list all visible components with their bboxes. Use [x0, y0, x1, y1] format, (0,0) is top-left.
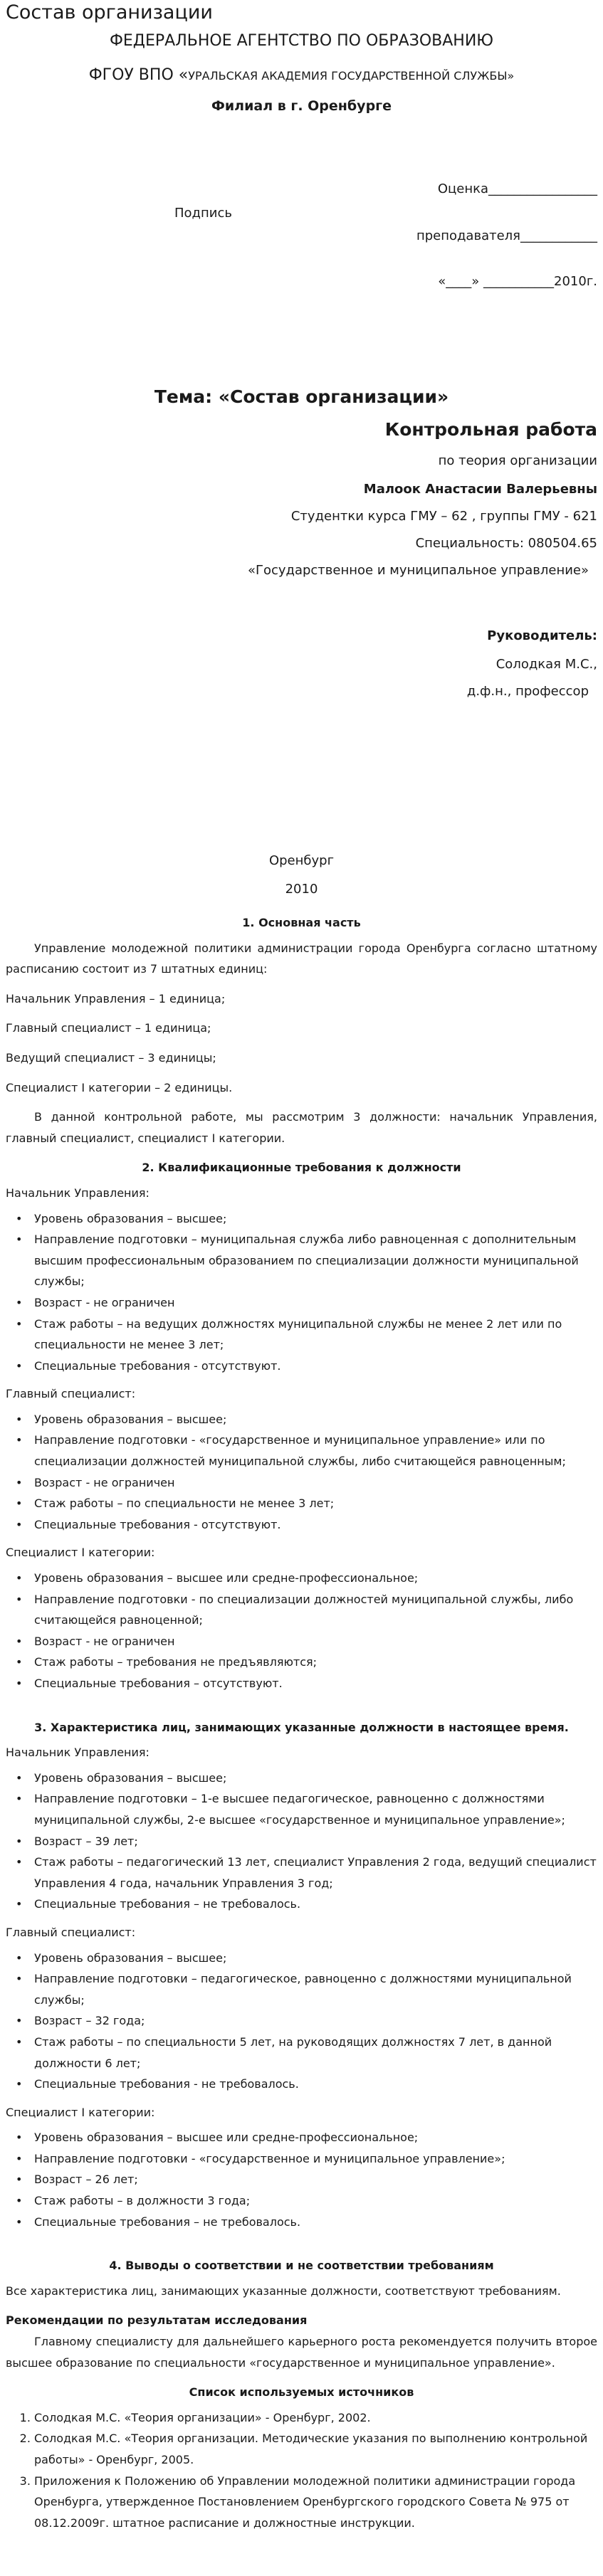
list-item-text: Направление подготовки - «государственное и муниципальное управление» или по специализации должностей муниципальной службы, либо считающейся равноценным; [34, 1433, 566, 1469]
list-item [16, 1229, 597, 1292]
list-item [16, 2032, 597, 2074]
list-item [16, 1568, 597, 1589]
list-item-text: Возраст - не ограничен [34, 1475, 175, 1489]
document-body [6, 908, 597, 2533]
references-heading: Список используемых источников [189, 2385, 414, 2400]
reference-item: 2. Солодкая М.С. «Теория организации. Методические указания по выполнению контрольной работы» - Оренбург, 2005. [34, 2428, 597, 2470]
bullet-icon: • [16, 1316, 23, 1331]
bullet-icon: • [16, 1655, 23, 1669]
bullet-list [6, 1568, 597, 1694]
list-item [16, 2074, 597, 2095]
bullet-icon: • [16, 1295, 23, 1309]
bullet-icon: • [16, 2034, 23, 2049]
list-item-text: Направление подготовки – муниципальная служба либо равноценная с дополнительным высшим профессиональным образованием по специализации должности муниципальной службы; [34, 1232, 579, 1289]
list-item-text: Направление подготовки – 1-е высшее педагогическое, равноценно с должностями муниципальной службы, 2-е высшее «государственное и муниципальное управление»; [34, 1792, 565, 1827]
group-title: Главный специалист: [6, 1925, 136, 1939]
agency-name: ФЕДЕРАЛЬНОЕ АГЕНТСТВО ПО ОБРАЗОВАНИЮ [109, 32, 494, 50]
recommendations-heading: Рекомендации по результатам исследования [6, 2313, 308, 2328]
bullet-icon: • [16, 1496, 23, 1511]
list-item [16, 2127, 597, 2148]
bullet-icon: • [16, 1517, 23, 1531]
list-item [16, 1430, 597, 1472]
grade-field: Оценка_________________ [437, 181, 597, 196]
signature-label: Подпись [174, 206, 232, 221]
bullet-icon: • [16, 1211, 23, 1225]
list-item-text: Возраст – 39 лет; [34, 1834, 138, 1848]
reference-item: 1. Солодкая М.С. «Теория организации» - Оренбург, 2002. [34, 2407, 597, 2429]
bullet-icon: • [16, 1972, 23, 1986]
list-item [16, 1788, 597, 1830]
list-item [16, 2212, 597, 2233]
topic-title: Тема: «Состав организации» [154, 386, 449, 407]
list-item-text: Специальные требования - отсутствуют. [34, 1358, 281, 1373]
list-item [16, 1208, 597, 1230]
section-heading: 4. Выводы о соответствии и не соответствии требованиям [109, 2259, 494, 2273]
list-item [16, 2190, 597, 2212]
list-item [16, 1673, 597, 1694]
list-item-text: Возраст - не ограничен [34, 1295, 175, 1309]
list-item [16, 1894, 597, 1915]
list-item [16, 1514, 597, 1536]
bullet-icon: • [16, 1855, 23, 1869]
bullet-icon: • [16, 2014, 23, 2028]
bullet-list [6, 1948, 597, 2095]
list-item-text: Уровень образования – высшее или средне-профессиональное; [34, 1571, 419, 1585]
year: 2010 [285, 882, 318, 897]
list-item [16, 1356, 597, 1377]
bullet-icon: • [16, 1834, 23, 1848]
bullet-icon: • [16, 2173, 23, 2187]
supervisor-label: Руководитель: [487, 628, 597, 643]
bullet-icon: • [16, 1897, 23, 1911]
bullet-icon: • [16, 1475, 23, 1489]
bullet-icon: • [16, 1571, 23, 1585]
bullet-icon: • [16, 2194, 23, 2208]
group-title: Специалист I категории: [6, 1546, 155, 1560]
bullet-icon: • [16, 1951, 23, 1965]
list-item-text: Уровень образования – высшее или средне-профессиональное; [34, 2131, 419, 2145]
list-item-text: Уровень образования – высшее; [34, 1412, 227, 1426]
list-item-text: Уровень образования – высшее; [34, 1211, 227, 1225]
bullet-list [6, 1768, 597, 1915]
list-item [16, 2169, 597, 2190]
bullet-icon: • [16, 1358, 23, 1373]
bullet-list [6, 1208, 597, 1377]
intro-paragraph: Управление молодежной политики администрации города Оренбурга согласно штатному расписанию состоит из 7 штатных единиц: [6, 941, 597, 976]
list-item-text: Стаж работы – педагогический 13 лет, специалист Управления 2 года, ведущий специалист Управления 4 года, начальник Управления 3 год; [34, 1855, 597, 1890]
city: Оренбург [268, 853, 335, 868]
teacher-field: преподавателя____________ [416, 228, 597, 243]
supervisor-degree: д.ф.н., профессор [466, 684, 589, 699]
list-item-text: Возраст – 32 года; [34, 2014, 145, 2028]
bullet-icon: • [16, 1433, 23, 1447]
staff-line: Специалист I категории – 2 единицы. [6, 1080, 233, 1094]
institution-title: УРАЛЬСКАЯ АКАДЕМИЯ ГОСУДАРСТВЕННОЙ СЛУЖБЫ» [188, 69, 515, 83]
bullet-icon: • [16, 2215, 23, 2229]
bullet-icon: • [16, 1634, 23, 1648]
section-heading: 1. Основная часть [242, 916, 361, 929]
bullet-icon: • [16, 2151, 23, 2165]
list-item-text: Специальные требования - отсутствуют. [34, 1517, 281, 1531]
specialty-name: «Государственное и муниципальное управление» [247, 563, 589, 578]
recommendations-text: Главному специалисту для дальнейшего карьерного роста рекомендуется получить второе высшее образование по специальности «государственное и муниципальное управление». [6, 2335, 597, 2370]
group-title: Главный специалист: [6, 1387, 136, 1401]
specialty-code: Специальность: 080504.65 [415, 536, 597, 551]
bullet-icon: • [16, 1792, 23, 1806]
author-name: Малоок Анастасии Валерьевны [363, 482, 597, 497]
list-item-text: Возраст – 26 лет; [34, 2173, 138, 2187]
list-item-text: Стаж работы – в должности 3 года; [34, 2194, 251, 2208]
page-title: Состав организации [6, 1, 213, 23]
staff-line: Ведущий специалист – 3 единицы; [6, 1050, 216, 1065]
list-item-text: Специальные требования - не требовалось. [34, 2077, 299, 2091]
list-item-text: Стаж работы – по специальности не менее 3 лет; [34, 1496, 335, 1511]
list-item [16, 1768, 597, 1789]
list-item-text: Уровень образования – высшее; [34, 1951, 227, 1965]
list-item-text: Специальные требования – не требовалось. [34, 2215, 301, 2229]
list-item-text: Стаж работы – на ведущих должностях муниципальной службы не менее 2 лет или по специальности не менее 3 лет; [34, 1316, 562, 1352]
staff-line: Главный специалист – 1 единица; [6, 1021, 211, 1035]
staff-line: Начальник Управления – 1 единица; [6, 991, 226, 1005]
list-item-text: Специальные требования – отсутствуют. [34, 1677, 283, 1690]
bullet-list [6, 2127, 597, 2232]
list-item [16, 1968, 597, 2010]
bullet-icon: • [16, 1592, 23, 1606]
list-item-text: Стаж работы – по специальности 5 лет, на руководящих должностях 7 лет, в данной должности 6 лет; [34, 2034, 552, 2070]
list-item [16, 1852, 597, 1894]
list-item-text: Направление подготовки – педагогическое, равноценно с должностями муниципальной службы; [34, 1972, 572, 2007]
bullet-icon: • [16, 2131, 23, 2145]
list-item-text: Направление подготовки - по специализации должностей муниципальной службы, либо считающейся равноценной; [34, 1592, 574, 1627]
list-item-text: Уровень образования – высшее; [34, 1770, 227, 1785]
bullet-icon: • [16, 1770, 23, 1785]
list-item-text: Возраст - не ограничен [34, 1634, 175, 1648]
list-item-text: Стаж работы – требования не предъявляются; [34, 1655, 318, 1669]
list-item [16, 1493, 597, 1514]
list-item [16, 1948, 597, 1969]
group-title: Специалист I категории: [6, 2105, 155, 2119]
bullet-icon: • [16, 2077, 23, 2091]
subject-line: по теория организации [438, 453, 597, 468]
section-heading: 3. Характеристика лиц, занимающих указанные должности в настоящее время. [34, 1720, 569, 1734]
reference-item: 3. Приложения к Положению об Управлении молодежной политики администрации города Оренбурга, утвержденное Постановлением Оренбургского городского Совета № 975 от 08.12.2009г. штатное расписание и должностные инструкции. [34, 2471, 597, 2534]
branch-name: Филиал в г. Оренбурге [211, 98, 392, 114]
section-heading: 2. Квалификационные требования к должности [142, 1161, 461, 1175]
bullet-icon: • [16, 1232, 23, 1247]
institution-name [0, 65, 603, 86]
references-list [6, 2407, 597, 2534]
bullet-icon: • [16, 1677, 23, 1690]
group-title: Начальник Управления: [6, 1746, 150, 1760]
institution-prefix: ФГОУ ВПО « [88, 66, 189, 84]
list-item [16, 1314, 597, 1356]
list-item [16, 1652, 597, 1673]
student-info: Студентки курса ГМУ – 62 , группы ГМУ - 621 [290, 509, 597, 524]
date-field: «____» ___________2010г. [438, 274, 597, 289]
list-item [16, 1589, 597, 1631]
list-item-text: Направление подготовки - «государственное и муниципальное управление»; [34, 2151, 505, 2165]
paragraph: В данной контрольной работе, мы рассмотрим 3 должности: начальник Управления, главный специалист, специалист I категории. [6, 1110, 597, 1145]
bullet-list [6, 1409, 597, 1536]
conclusion-text: Все характеристика лиц, занимающих указанные должности, соответствуют требованиям. [6, 2284, 561, 2298]
list-item [16, 1472, 597, 1494]
list-item [16, 2148, 597, 2170]
list-item [16, 1292, 597, 1314]
list-item [16, 1831, 597, 1852]
group-title: Начальник Управления: [6, 1186, 150, 1200]
work-type: Контрольная работа [384, 419, 597, 440]
list-item [16, 1631, 597, 1652]
bullet-icon: • [16, 1412, 23, 1426]
list-item-text: Специальные требования – не требовалось. [34, 1897, 301, 1911]
list-item [16, 1409, 597, 1430]
supervisor-name: Солодкая М.С., [495, 657, 597, 672]
list-item [16, 2010, 597, 2032]
